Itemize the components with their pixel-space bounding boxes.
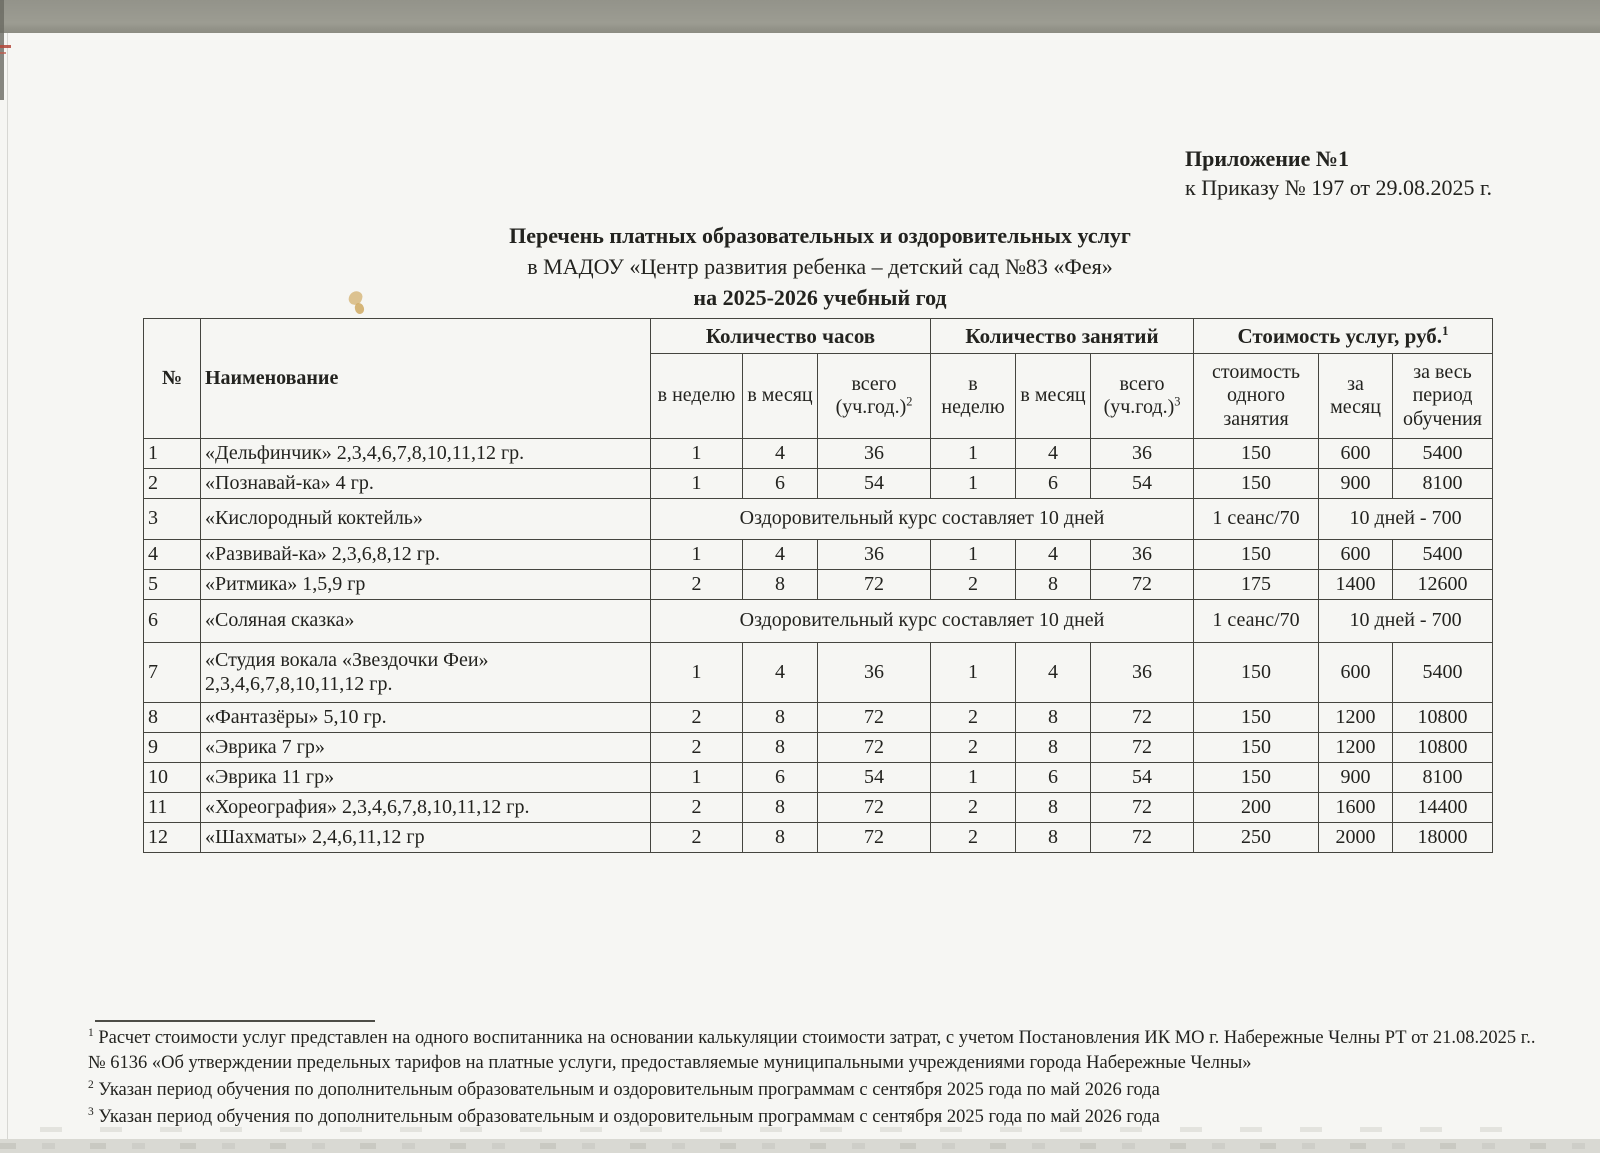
scanner-corner-shadow — [0, 0, 4, 100]
footnote-1-text: Расчет стоимости услуг представлен на одного воспитанника на основании калькуляции стоимости затрат, с учетом Постановления ИК МО г. Набережные Челны РТ от 21.08.2025 г.. № 6136 «Об утверждении предельных тарифов на платные услуги, предоставляемые муниципальными учреждениями города Набережные Челны» — [88, 1028, 1536, 1073]
lessons-total-cell: 72 — [1091, 703, 1194, 733]
cost-per-session-cell: 150 — [1194, 540, 1319, 570]
service-name-cell: «Фантазёры» 5,10 гр. — [201, 703, 651, 733]
cost-full-period-cell: 8100 — [1393, 763, 1493, 793]
hours-total-cell: 72 — [818, 823, 931, 853]
footnote-1 — [88, 1026, 1540, 1076]
hours-total-cell: 36 — [818, 643, 931, 703]
lessons-total-footnote-ref: 3 — [1174, 394, 1181, 409]
footnotes-block — [88, 1026, 1540, 1132]
hours-per-week-cell: 2 — [651, 733, 743, 763]
hours-per-month-cell: 8 — [743, 793, 818, 823]
hours-per-month-cell: 8 — [743, 703, 818, 733]
lessons-per-week-cell: 1 — [931, 643, 1016, 703]
header-number: № — [144, 319, 201, 439]
hours-total-label: всего (уч.год.) — [835, 372, 907, 418]
service-name-cell: «Эврика 11 гр» — [201, 763, 651, 793]
row-number-cell: 7 — [144, 643, 201, 703]
hours-total-cell: 72 — [818, 703, 931, 733]
cost-full-period-cell: 12600 — [1393, 570, 1493, 600]
lessons-per-month-cell: 8 — [1016, 703, 1091, 733]
cost-per-month-cell: 1200 — [1319, 733, 1393, 763]
row-number-cell: 4 — [144, 540, 201, 570]
cost-per-session-cell: 200 — [1194, 793, 1319, 823]
hours-total-cell: 72 — [818, 793, 931, 823]
services-table-container — [143, 318, 1493, 853]
table-row — [144, 499, 1493, 540]
row-number-cell: 10 — [144, 763, 201, 793]
lessons-per-week-cell: 2 — [931, 793, 1016, 823]
lessons-total-cell: 36 — [1091, 439, 1194, 469]
footnote-2-marker: 2 — [88, 1078, 94, 1091]
services-table — [143, 318, 1493, 853]
lessons-per-week-cell: 1 — [931, 439, 1016, 469]
row-number-cell: 1 — [144, 439, 201, 469]
hours-total-cell: 72 — [818, 733, 931, 763]
service-name-cell: «Кислородный коктейль» — [201, 499, 651, 540]
lessons-total-cell: 36 — [1091, 643, 1194, 703]
hours-per-week-cell: 2 — [651, 823, 743, 853]
header-lessons-per-week: в неделю — [931, 354, 1016, 439]
cost-per-month-cell: 2000 — [1319, 823, 1393, 853]
row-number-cell: 2 — [144, 469, 201, 499]
cost-full-period-cell: 14400 — [1393, 793, 1493, 823]
header-hours-per-week: в неделю — [651, 354, 743, 439]
lessons-per-month-cell: 8 — [1016, 793, 1091, 823]
appendix-number: Приложение №1 — [1185, 146, 1349, 171]
cost-per-session-cell: 150 — [1194, 469, 1319, 499]
hours-per-week-cell: 1 — [651, 540, 743, 570]
services-table-body — [144, 439, 1493, 853]
cost-per-month-cell: 1400 — [1319, 570, 1393, 600]
table-row — [144, 763, 1493, 793]
hours-total-footnote-ref: 2 — [906, 394, 913, 409]
hours-total-cell: 54 — [818, 763, 931, 793]
hours-per-month-cell: 4 — [743, 643, 818, 703]
cost-full-period-cell: 8100 — [1393, 469, 1493, 499]
hours-per-week-cell: 2 — [651, 703, 743, 733]
table-row — [144, 439, 1493, 469]
lessons-per-week-cell: 2 — [931, 570, 1016, 600]
footnote-2-text: Указан период обучения по дополнительным образовательным и оздоровительным программам с сентября 2025 года по май 2026 года — [98, 1080, 1160, 1100]
footnote-3 — [88, 1105, 1540, 1130]
row-number-cell: 3 — [144, 499, 201, 540]
service-name-cell: «Дельфинчик» 2,3,4,6,7,8,10,11,12 гр. — [201, 439, 651, 469]
cost-per-month-cell: 600 — [1319, 540, 1393, 570]
service-name-cell: «Соляная сказка» — [201, 600, 651, 643]
header-lessons-total — [1091, 354, 1194, 439]
lessons-per-week-cell: 1 — [931, 540, 1016, 570]
hours-per-month-cell: 8 — [743, 823, 818, 853]
lessons-total-cell: 54 — [1091, 763, 1194, 793]
footnote-2 — [88, 1078, 1540, 1103]
lessons-per-week-cell: 1 — [931, 763, 1016, 793]
lessons-per-month-cell: 4 — [1016, 643, 1091, 703]
lessons-per-month-cell: 6 — [1016, 469, 1091, 499]
hours-total-cell: 36 — [818, 540, 931, 570]
hours-per-week-cell: 1 — [651, 763, 743, 793]
hours-per-month-cell: 8 — [743, 733, 818, 763]
hours-per-month-cell: 6 — [743, 763, 818, 793]
hours-per-week-cell: 1 — [651, 643, 743, 703]
hours-per-month-cell: 8 — [743, 570, 818, 600]
table-row — [144, 540, 1493, 570]
lessons-total-cell: 54 — [1091, 469, 1194, 499]
table-row — [144, 703, 1493, 733]
order-reference: к Приказу № 197 от 29.08.2025 г. — [1185, 175, 1493, 200]
row-number-cell: 12 — [144, 823, 201, 853]
lessons-total-cell: 72 — [1091, 793, 1194, 823]
footnote-3-text: Указан период обучения по дополнительным образовательным и оздоровительным программам с сентября 2025 года по май 2026 года — [98, 1107, 1160, 1127]
header-hours-group: Количество часов — [651, 319, 931, 354]
row-number-cell: 11 — [144, 793, 201, 823]
document-title — [140, 220, 1500, 313]
table-row — [144, 600, 1493, 643]
table-row — [144, 793, 1493, 823]
cost-full-period-cell: 10800 — [1393, 733, 1493, 763]
header-hours-total — [818, 354, 931, 439]
cost-per-month-cell: 600 — [1319, 439, 1393, 469]
footnote-1-marker: 1 — [88, 1026, 94, 1039]
header-lessons-per-month: в месяц — [1016, 354, 1091, 439]
header-name: Наименование — [201, 319, 651, 439]
cost-per-session-cell: 150 — [1194, 703, 1319, 733]
cost-per-month-cell: 600 — [1319, 643, 1393, 703]
cost-full-period-cell: 5400 — [1393, 540, 1493, 570]
lessons-per-week-cell: 2 — [931, 703, 1016, 733]
service-name-cell: «Эврика 7 гр» — [201, 733, 651, 763]
cost-group-label: Стоимость услуг, руб. — [1237, 323, 1443, 348]
cost-per-session-cell: 150 — [1194, 733, 1319, 763]
lessons-total-cell: 72 — [1091, 570, 1194, 600]
service-name-cell: «Студия вокала «Звездочки Феи» 2,3,4,6,7,8,10,11,12 гр. — [201, 643, 651, 703]
table-row — [144, 823, 1493, 853]
course-duration-note-cell: Оздоровительный курс составляет 10 дней — [651, 600, 1194, 643]
lessons-per-week-cell: 2 — [931, 823, 1016, 853]
lessons-per-week-cell: 2 — [931, 733, 1016, 763]
header-cost-per-month: за месяц — [1319, 354, 1393, 439]
scanner-bottom-noise — [0, 1143, 1600, 1149]
cost-per-session-cell: 150 — [1194, 763, 1319, 793]
course-total-cost-cell: 10 дней - 700 — [1319, 499, 1493, 540]
scanner-top-band — [0, 0, 1600, 33]
table-row — [144, 469, 1493, 499]
hours-total-cell: 36 — [818, 439, 931, 469]
cost-per-session-cell: 175 — [1194, 570, 1319, 600]
cost-group-footnote-ref: 1 — [1442, 322, 1449, 338]
hours-total-cell: 72 — [818, 570, 931, 600]
table-row — [144, 733, 1493, 763]
scanner-red-mark — [0, 52, 6, 54]
lessons-per-month-cell: 6 — [1016, 763, 1091, 793]
cost-per-month-cell: 1600 — [1319, 793, 1393, 823]
hours-per-month-cell: 4 — [743, 540, 818, 570]
cost-per-month-cell: 1200 — [1319, 703, 1393, 733]
cost-per-month-cell: 900 — [1319, 763, 1393, 793]
hours-per-month-cell: 6 — [743, 469, 818, 499]
service-name-cell: «Шахматы» 2,4,6,11,12 гр — [201, 823, 651, 853]
scanner-left-edge-line — [7, 33, 8, 1153]
lessons-per-month-cell: 8 — [1016, 733, 1091, 763]
cost-per-month-cell: 900 — [1319, 469, 1393, 499]
cost-full-period-cell: 5400 — [1393, 643, 1493, 703]
scanner-red-mark — [0, 45, 11, 48]
row-number-cell: 9 — [144, 733, 201, 763]
table-row — [144, 643, 1493, 703]
title-line-2: в МАДОУ «Центр развития ребенка – детский сад №83 «Фея» — [527, 254, 1113, 279]
cost-full-period-cell: 18000 — [1393, 823, 1493, 853]
cost-per-session-cell: 150 — [1194, 439, 1319, 469]
title-line-1: Перечень платных образовательных и оздоровительных услуг — [509, 223, 1131, 248]
table-row — [144, 570, 1493, 600]
header-lessons-group: Количество занятий — [931, 319, 1194, 354]
cost-per-session-cell: 1 сеанс/70 — [1194, 600, 1319, 643]
service-name-cell: «Ритмика» 1,5,9 гр — [201, 570, 651, 600]
cost-full-period-cell: 10800 — [1393, 703, 1493, 733]
cost-full-period-cell: 5400 — [1393, 439, 1493, 469]
hours-per-week-cell: 1 — [651, 469, 743, 499]
service-name-cell: «Познавай-ка» 4 гр. — [201, 469, 651, 499]
row-number-cell: 5 — [144, 570, 201, 600]
course-duration-note-cell: Оздоровительный курс составляет 10 дней — [651, 499, 1194, 540]
appendix-block — [1185, 144, 1492, 202]
lessons-total-label: всего (уч.год.) — [1103, 372, 1175, 418]
lessons-per-month-cell: 4 — [1016, 540, 1091, 570]
lessons-per-month-cell: 8 — [1016, 823, 1091, 853]
lessons-per-month-cell: 8 — [1016, 570, 1091, 600]
hours-per-week-cell: 2 — [651, 793, 743, 823]
lessons-total-cell: 72 — [1091, 733, 1194, 763]
header-cost-per-session: стоимость одного занятия — [1194, 354, 1319, 439]
service-name-cell: «Хореография» 2,3,4,6,7,8,10,11,12 гр. — [201, 793, 651, 823]
header-cost-full-period: за весь период обучения — [1393, 354, 1493, 439]
row-number-cell: 8 — [144, 703, 201, 733]
footnote-separator-line — [95, 1020, 375, 1022]
table-header — [144, 319, 1493, 439]
lessons-per-month-cell: 4 — [1016, 439, 1091, 469]
lessons-per-week-cell: 1 — [931, 469, 1016, 499]
cost-per-session-cell: 1 сеанс/70 — [1194, 499, 1319, 540]
lessons-total-cell: 72 — [1091, 823, 1194, 853]
header-hours-per-month: в месяц — [743, 354, 818, 439]
hours-total-cell: 54 — [818, 469, 931, 499]
hours-per-week-cell: 1 — [651, 439, 743, 469]
header-cost-group — [1194, 319, 1493, 354]
row-number-cell: 6 — [144, 600, 201, 643]
title-line-3: на 2025-2026 учебный год — [693, 285, 947, 310]
hours-per-week-cell: 2 — [651, 570, 743, 600]
hours-per-month-cell: 4 — [743, 439, 818, 469]
service-name-cell: «Развивай-ка» 2,3,6,8,12 гр. — [201, 540, 651, 570]
lessons-total-cell: 36 — [1091, 540, 1194, 570]
footnote-3-marker: 3 — [88, 1105, 94, 1118]
course-total-cost-cell: 10 дней - 700 — [1319, 600, 1493, 643]
cost-per-session-cell: 250 — [1194, 823, 1319, 853]
cost-per-session-cell: 150 — [1194, 643, 1319, 703]
